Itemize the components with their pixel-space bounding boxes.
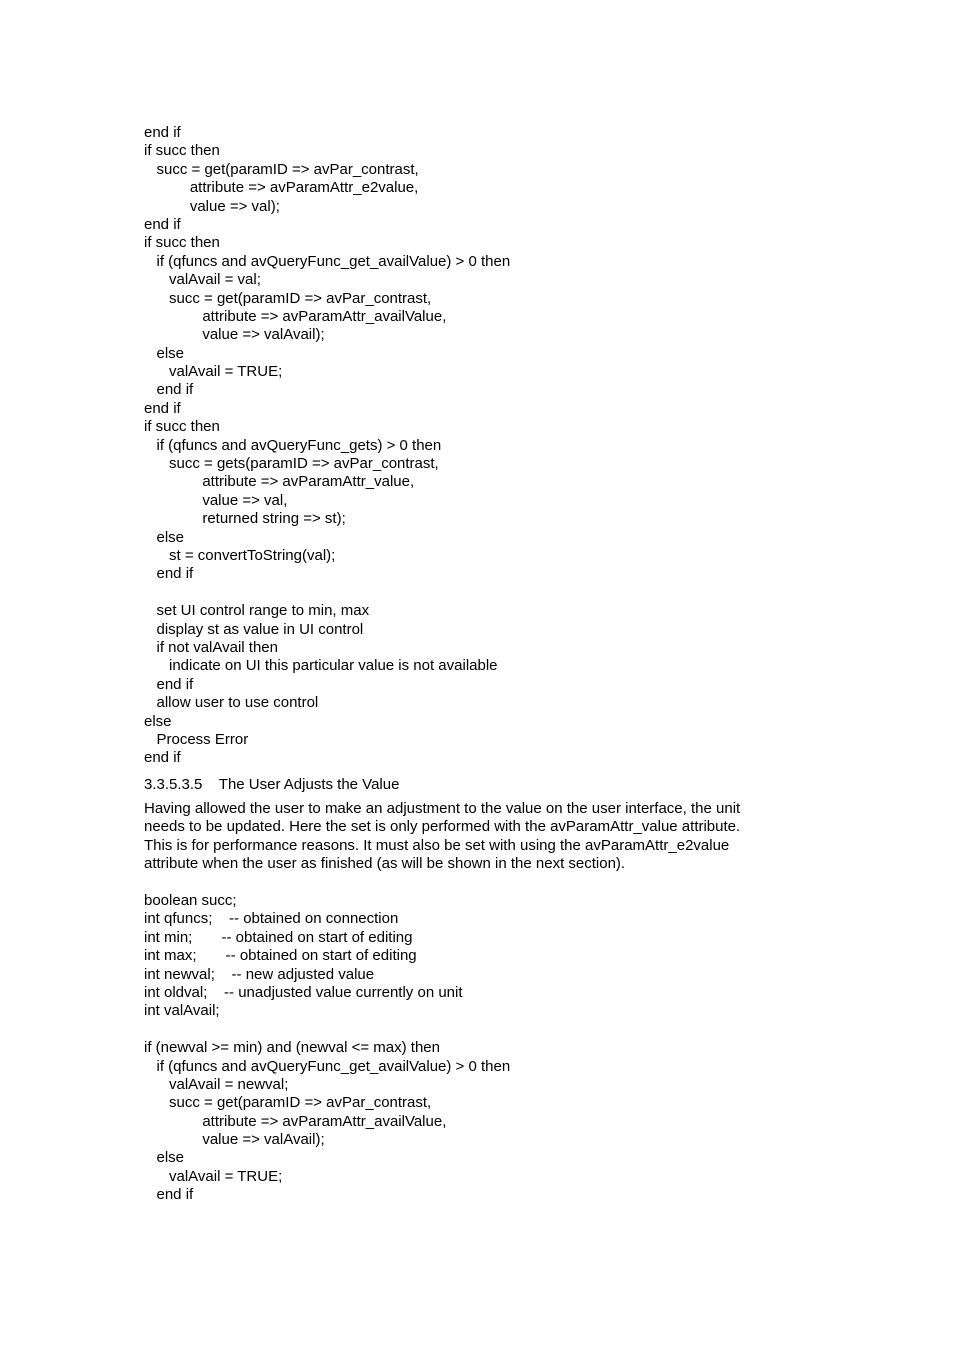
paragraph-line: needs to be updated. Here the set is only performed with the avParamAttr_value attribute.	[144, 818, 741, 836]
code-line: end if	[144, 675, 194, 693]
code-line: int newval; -- new adjusted value	[144, 965, 375, 983]
code-line: if (qfuncs and avQueryFunc_gets) > 0 then	[144, 436, 442, 454]
code-line: st = convertToString(val);	[144, 546, 336, 564]
code-line: end if	[144, 124, 181, 141]
code-line: attribute => avParamAttr_availValue,	[144, 1112, 447, 1130]
code-line: returned string => st);	[144, 510, 346, 528]
code-line: if not valAvail then	[144, 638, 278, 656]
code-line: else	[144, 344, 185, 362]
code-block-initial-read	[144, 124, 824, 768]
code-line: end if	[144, 749, 181, 767]
code-line: if (qfuncs and avQueryFunc_get_availValue) > 0 then	[144, 1057, 511, 1075]
code-line: int min; -- obtained on start of editing	[144, 928, 413, 946]
body-paragraph	[144, 800, 824, 874]
code-line	[144, 1021, 824, 1039]
code-line: int max; -- obtained on start of editing	[144, 947, 417, 965]
page-content	[144, 124, 824, 1205]
code-line: Process Error	[144, 730, 249, 748]
code-line: valAvail = newval;	[144, 1075, 289, 1093]
code-line: succ = get(paramID => avPar_contrast,	[144, 289, 432, 307]
code-line: else	[144, 1149, 185, 1167]
code-line: if (qfuncs and avQueryFunc_get_availValue) > 0 then	[144, 252, 511, 270]
code-line: indicate on UI this particular value is not available	[144, 657, 498, 675]
code-line: attribute => avParamAttr_availValue,	[144, 307, 447, 325]
code-line: valAvail = val;	[144, 271, 261, 289]
code-line: if succ then	[144, 142, 220, 160]
code-line: attribute => avParamAttr_e2value,	[144, 179, 419, 197]
code-line: int oldval; -- unadjusted value currently on unit	[144, 983, 463, 1001]
code-line: succ = get(paramID => avPar_contrast,	[144, 1094, 432, 1112]
code-line: end if	[144, 381, 194, 399]
code-line: valAvail = TRUE;	[144, 1167, 283, 1185]
code-line: else	[144, 712, 172, 730]
code-line: succ = gets(paramID => avPar_contrast,	[144, 455, 439, 473]
code-line: valAvail = TRUE;	[144, 363, 283, 381]
code-line: else	[144, 528, 185, 546]
code-line: value => val,	[144, 491, 288, 509]
code-line: if succ then	[144, 234, 220, 252]
code-line: value => valAvail);	[144, 326, 325, 344]
section-heading: 3.3.5.3.5 The User Adjusts the Value	[144, 775, 400, 793]
code-line: end if	[144, 1186, 194, 1204]
code-line: attribute => avParamAttr_value,	[144, 473, 415, 491]
code-line: value => val);	[144, 197, 280, 215]
code-line: if succ then	[144, 418, 220, 436]
code-line: end if	[144, 215, 181, 233]
paragraph-line: Having allowed the user to make an adjustment to the value on the user interface, the unit	[144, 800, 741, 818]
code-line: set UI control range to min, max	[144, 602, 370, 620]
code-line: int qfuncs; -- obtained on connection	[144, 910, 399, 928]
code-line: int valAvail;	[144, 1002, 220, 1020]
code-line: value => valAvail);	[144, 1131, 325, 1149]
code-line: end if	[144, 399, 181, 417]
paragraph-line: attribute when the user as finished (as will be shown in the next section).	[144, 855, 626, 873]
code-line: succ = get(paramID => avPar_contrast,	[144, 160, 419, 178]
blank-line	[144, 874, 824, 892]
code-line: display st as value in UI control	[144, 620, 364, 638]
code-line	[144, 584, 824, 602]
code-block-adjust-value	[144, 892, 824, 1205]
paragraph-line: This is for performance reasons. It must also be set with using the avParamAttr_e2value	[144, 836, 730, 854]
code-line: end if	[144, 565, 194, 583]
code-line: boolean succ;	[144, 892, 237, 910]
code-line: if (newval >= min) and (newval <= max) then	[144, 1039, 440, 1057]
code-line: allow user to use control	[144, 694, 319, 712]
